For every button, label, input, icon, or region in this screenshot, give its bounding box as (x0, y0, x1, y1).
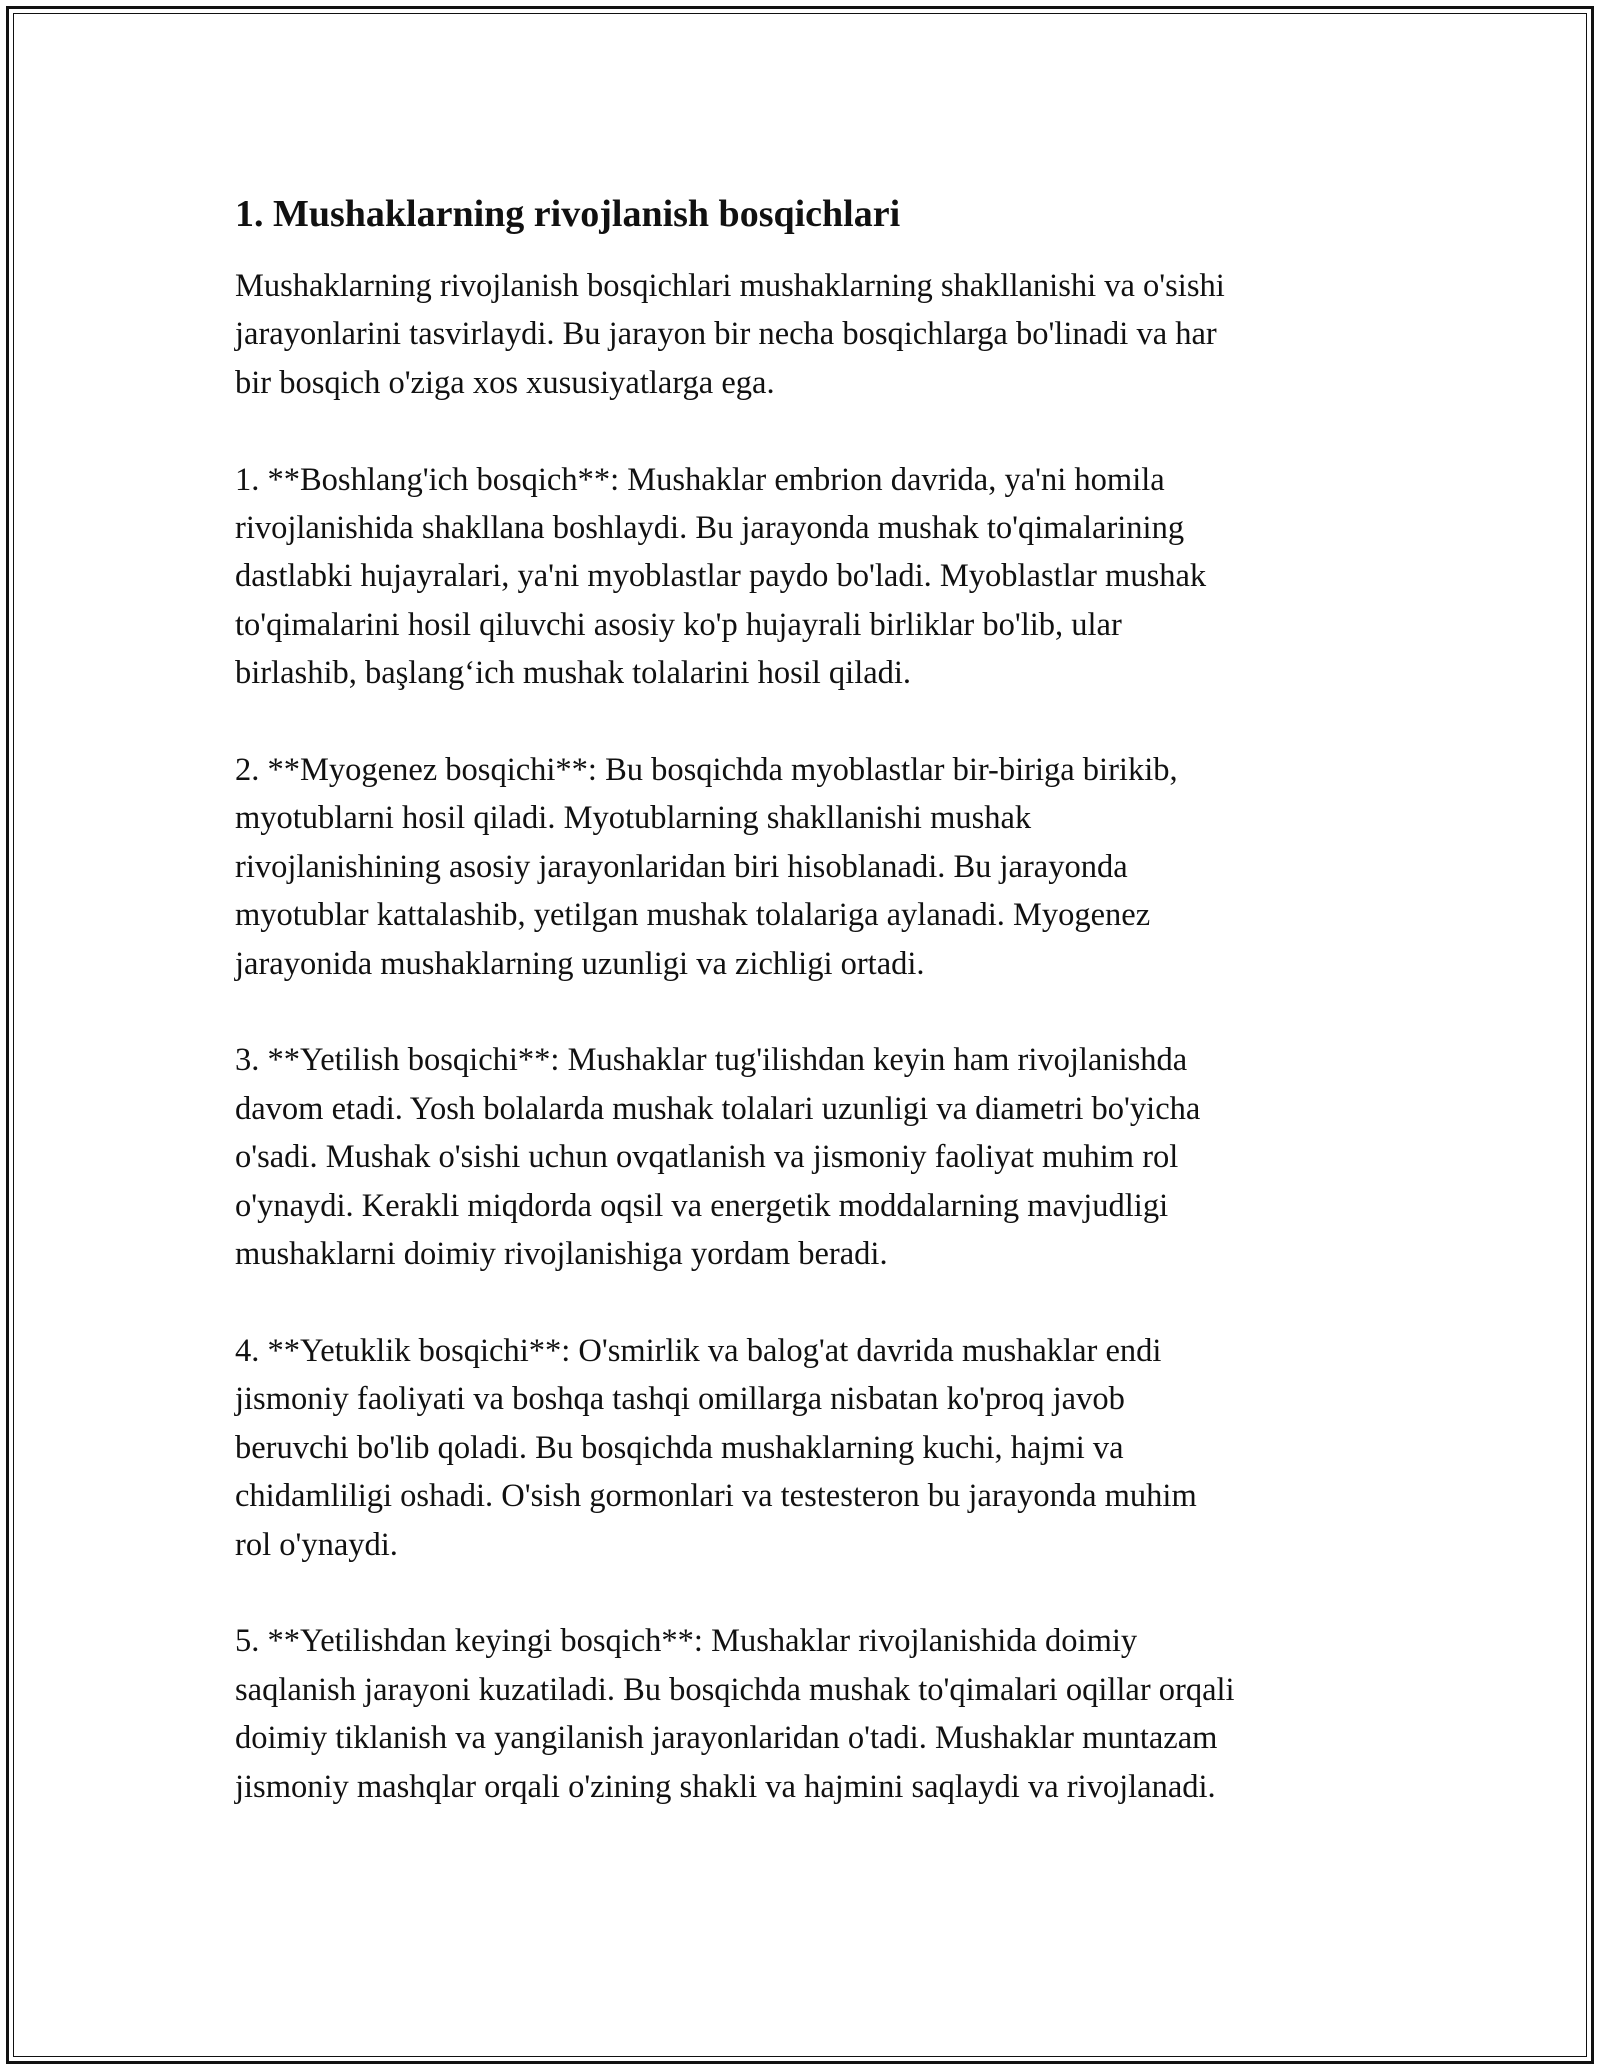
text-line: doimiy tiklanish va yangilanish jarayonlaridan o'tadi. Mushaklar muntazam (235, 1720, 1218, 1757)
text-line: rivojlanishida shakllana boshlaydi. Bu jarayonda mushak to'qimalarining (235, 510, 1185, 547)
text-line: Mushaklarning rivojlanish bosqichlari mushaklarning shakllanishi va o'sishi (235, 268, 1225, 304)
text-line: jarayonlarini tasvirlaydi. Bu jarayon bir necha bosqichlarga bo'linadi va har (235, 316, 1217, 353)
text-line: rol o'ynaydi. (235, 1526, 398, 1563)
document-body (235, 186, 1375, 1859)
stage-3-paragraph (235, 1036, 1375, 1278)
text-line: jismoniy faoliyati va boshqa tashqi omillarga nisbatan ko'proq javob (235, 1381, 1125, 1418)
document-title: 1. Mushaklarning rivojlanish bosqichlari (235, 193, 901, 235)
text-line: 2. **Myogenez bosqichi**: Bu bosqichda myoblastlar bir-biriga birikib, (235, 752, 1178, 789)
text-line: jismoniy mashqlar orqali o'zining shakli va hajmini saqlaydi va rivojlanadi. (235, 1768, 1216, 1805)
text-line: saqlanish jarayoni kuzatiladi. Bu bosqichda mushak to'qimalari oqillar orqali (235, 1671, 1235, 1708)
stage-4-paragraph (235, 1327, 1375, 1569)
text-line: dastlabki hujayralari, ya'ni myoblastlar paydo bo'ladi. Myoblastlar mushak (235, 558, 1207, 595)
text-line: chidamliligi oshadi. O'sish gormonlari va testesteron bu jarayonda muhim (235, 1478, 1197, 1515)
stage-1-paragraph (235, 456, 1375, 698)
text-line: beruvchi bo'lib qoladi. Bu bosqichda mushaklarning kuchi, hajmi va (235, 1429, 1124, 1466)
text-line: o'sadi. Mushak o'sishi uchun ovqatlanish va jismoniy faoliyat muhim rol (235, 1139, 1179, 1176)
text-line: mushaklarni doimiy rivojlanishiga yordam beradi. (235, 1236, 888, 1273)
text-line: birlashib, başlang‘ich mushak tolalarini hosil qiladi. (235, 655, 912, 692)
stage-5-paragraph (235, 1617, 1375, 1811)
text-line: to'qimalarini hosil qiluvchi asosiy ko'p hujayrali birliklar bo'lib, ular (235, 606, 1122, 643)
stage-2-paragraph (235, 746, 1375, 988)
text-line: 4. **Yetuklik bosqichi**: O'smirlik va balog'at davrida mushaklar endi (235, 1332, 1162, 1369)
text-line: davom etadi. Yosh bolalarda mushak tolalari uzunligi va diametri bo'yicha (235, 1090, 1201, 1127)
text-line: myotublar kattalashib, yetilgan mushak tolalariga aylanadi. Myogenez (235, 897, 1151, 934)
text-line: 1. **Boshlang'ich bosqich**: Mushaklar embrion davrida, ya'ni homila (235, 461, 1165, 498)
text-line: rivojlanishining asosiy jarayonlaridan biri hisoblanadi. Bu jarayonda (235, 848, 1128, 885)
text-line: 3. **Yetilish bosqichi**: Mushaklar tug'ilishdan keyin ham rivojlanishda (235, 1042, 1188, 1079)
text-line: jarayonida mushaklarning uzunligi va zichligi ortadi. (235, 945, 925, 982)
text-line: myotublarni hosil qiladi. Myotublarning shakllanishi mushak (235, 800, 1032, 837)
text-line: o'ynaydi. Kerakli miqdorda oqsil va energetik moddalarning mavjudligi (235, 1187, 1169, 1224)
intro-paragraph (235, 262, 1375, 407)
text-line: bir bosqich o'ziga xos xususiyatlarga ega. (235, 364, 775, 401)
text-line: 5. **Yetilishdan keyingi bosqich**: Mushaklar rivojlanishida doimiy (235, 1623, 1138, 1660)
